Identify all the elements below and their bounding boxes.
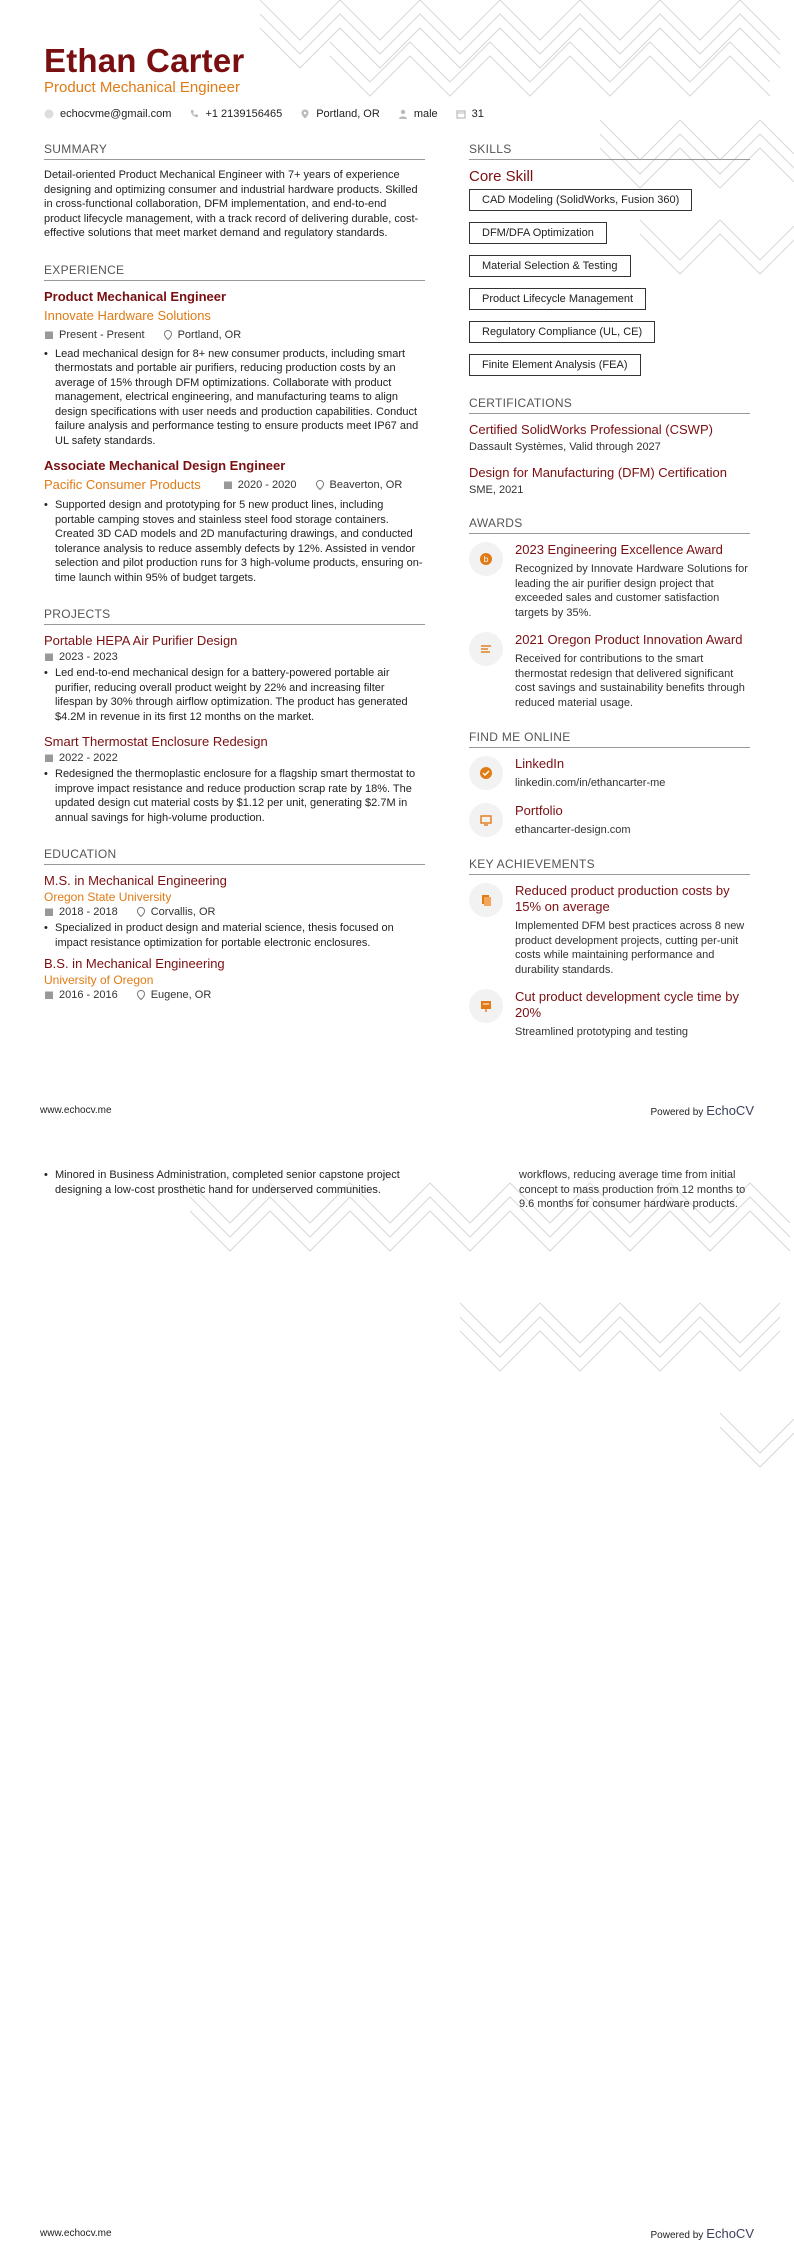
lines-icon [469, 632, 503, 666]
contact-row [44, 108, 484, 120]
project-meta [44, 752, 425, 764]
contact-email-value: echocvme@gmail.com [60, 108, 172, 120]
skill-tag: Product Lifecycle Management [469, 288, 646, 310]
education-dates: 2016 - 2016 [44, 989, 118, 1001]
project-meta [44, 651, 425, 663]
footer-powered: Powered by EchoCV [650, 1103, 754, 1118]
project-title: Smart Thermostat Enclosure Redesign [44, 734, 268, 749]
location-icon [300, 109, 310, 119]
contact-email[interactable] [44, 108, 171, 120]
online-item-linkedin[interactable] [469, 756, 750, 791]
job-dates: Present - Present [44, 329, 145, 341]
award-description: Recognized by Innovate Hardware Solutions for leading the air purifier design project that exceeded sales and customer satisfaction targets by 35%. [515, 563, 748, 619]
online-heading: FIND ME ONLINE [469, 730, 750, 748]
education-item [44, 873, 425, 950]
location-icon [136, 907, 146, 917]
contact-location [300, 108, 380, 120]
right-column-continued [519, 1168, 750, 1212]
job-bullet: • Lead mechanical design for 8+ new consumer products, including smart thermostats and portable air purifiers, reducing production costs by an average of 15% through DFM optimizations. Collaborate with product management, electrical engineering, and manufacturing teams to align design specifications with user needs and production capabilities. Conduct failure analysis and performance testing to ensure products meet IP67 and UL safety standards. [44, 347, 425, 449]
contact-location-value: Portland, OR [316, 108, 380, 120]
experience-item [44, 458, 425, 585]
certification-issuer: Dassault Systèmes, Valid through 2027 [469, 441, 661, 453]
job-location: Beaverton, OR [315, 479, 403, 491]
page-footer [40, 1103, 754, 1118]
education-dates: 2018 - 2018 [44, 906, 118, 918]
education-location: Corvallis, OR [136, 906, 216, 918]
calendar-icon [44, 753, 54, 763]
contact-phone[interactable] [189, 108, 282, 120]
education-meta [44, 989, 425, 1001]
experience-heading: EXPERIENCE [44, 263, 425, 281]
check-circle-icon [469, 756, 503, 790]
monitor-icon [469, 803, 503, 837]
candidate-role: Product Mechanical Engineer [44, 79, 240, 96]
svg-text:b: b [483, 555, 489, 564]
education-bullet: • Specialized in product design and material science, thesis focused on impact resistance optimization for portable electronic enclosures. [44, 921, 425, 950]
project-bullet: • Led end-to-end mechanical design for a battery-powered portable air purifier, reducing overall product weight by 22% and increasing filter lifespan by 30% through airflow optimization. The product has generated $4.2M in revenue in its first 12 months on the market. [44, 666, 425, 724]
online-item-portfolio[interactable] [469, 803, 750, 838]
footer-brand[interactable]: EchoCV [706, 2226, 754, 2241]
awards-heading: AWARDS [469, 516, 750, 534]
skill-tag: DFM/DFA Optimization [469, 222, 607, 244]
location-icon [315, 480, 325, 490]
skill-tags [469, 189, 750, 396]
footer-site[interactable]: www.echocv.me [40, 2228, 112, 2239]
calendar-icon [456, 109, 466, 119]
certification-name: Certified SolidWorks Professional (CSWP) [469, 422, 713, 437]
location-icon [136, 990, 146, 1000]
project-item [44, 734, 425, 825]
contact-gender [398, 108, 438, 120]
skills-group-title: Core Skill [469, 168, 534, 185]
award-item [469, 632, 750, 710]
contact-phone-value: +1 2139156465 [205, 108, 283, 120]
phone-icon [189, 109, 199, 119]
project-dates: 2023 - 2023 [44, 651, 118, 663]
online-title: Portfolio [515, 802, 563, 818]
education-school: Oregon State University [44, 890, 172, 904]
skill-tag: CAD Modeling (SolidWorks, Fusion 360) [469, 189, 692, 211]
page-footer [40, 2226, 754, 2241]
project-title: Portable HEPA Air Purifier Design [44, 633, 238, 648]
skill-tag: Material Selection & Testing [469, 255, 631, 277]
job-meta [44, 329, 425, 341]
resume-page-2 [0, 1123, 794, 2246]
job-title: Associate Mechanical Design Engineer [44, 458, 286, 473]
projects-heading: PROJECTS [44, 607, 425, 625]
summary-text: Detail-oriented Product Mechanical Engineer with 7+ years of experience designing and optimizing consumer and industrial hardware products. Skilled in cross-functional collaboration, DFM implementation, and end-to-end product lifecycle management, with a track record of delivering durable, cost-effective solutions that meet market demand and regulatory standards. [44, 169, 419, 239]
achievement-description: Streamlined prototyping and testing [515, 1026, 689, 1038]
left-column [44, 142, 425, 1007]
job-location: Portland, OR [163, 329, 242, 341]
documents-icon [469, 883, 503, 917]
award-title: 2021 Oregon Product Innovation Award [515, 632, 743, 647]
footer-powered: Powered by EchoCV [650, 2226, 754, 2241]
education-item [44, 956, 425, 1001]
award-description: Received for contributions to the smart thermostat redesign that delivered significant cost savings and sustainability benefits through reduced material usage. [515, 653, 745, 709]
project-dates: 2022 - 2022 [44, 752, 118, 764]
job-company: Pacific Consumer Products [44, 477, 201, 492]
job-company: Innovate Hardware Solutions [44, 307, 211, 323]
location-icon [163, 330, 173, 340]
achievements-heading: KEY ACHIEVEMENTS [469, 857, 750, 875]
online-link[interactable]: ethancarter-design.com [515, 823, 631, 836]
achievement-description: Implemented DFM best practices across 8 new product development projects, cutting per-unit costs while maintaining performance and durability standards. [515, 920, 745, 976]
job-meta [223, 479, 402, 491]
footer-site[interactable]: www.echocv.me [40, 1105, 112, 1116]
award-title: 2023 Engineering Excellence Award [515, 542, 723, 557]
candidate-name: Ethan Carter [44, 42, 245, 79]
left-column-continued [44, 1168, 425, 1207]
presentation-icon [469, 989, 503, 1023]
job-dates: 2020 - 2020 [223, 479, 297, 491]
experience-item [44, 289, 425, 449]
skills-heading: SKILLS [469, 142, 750, 160]
person-icon [398, 109, 408, 119]
certification-name: Design for Manufacturing (DFM) Certification [469, 465, 727, 480]
footer-brand[interactable]: EchoCV [706, 1103, 754, 1118]
education-heading: EDUCATION [44, 847, 425, 865]
skill-tag: Finite Element Analysis (FEA) [469, 354, 641, 376]
education-bullet: • Minored in Business Administration, completed senior capstone project designing a low-cost prosthetic hand for underserved communities. [44, 1168, 425, 1197]
education-location: Eugene, OR [136, 989, 212, 1001]
award-badge-icon [469, 542, 503, 576]
online-link[interactable]: linkedin.com/in/ethancarter-me [515, 777, 666, 789]
job-title: Product Mechanical Engineer [44, 288, 227, 304]
mail-icon [44, 109, 54, 119]
project-item [44, 633, 425, 724]
certifications-heading: CERTIFICATIONS [469, 396, 750, 414]
calendar-icon [223, 480, 233, 490]
achievement-item [469, 883, 750, 977]
certification-issuer: SME, 2021 [469, 484, 524, 496]
education-degree: M.S. in Mechanical Engineering [44, 873, 227, 888]
project-bullet: • Redesigned the thermoplastic enclosure for a flagship smart thermostat to improve impact resistance and reduce production scrap rate by 18%. The updated design cut material costs by $1.12 per unit, generating $2.7M in annual savings for high-volume production. [44, 767, 425, 825]
contact-gender-value: male [413, 108, 438, 120]
online-title: LinkedIn [515, 756, 565, 771]
calendar-icon [44, 907, 54, 917]
summary-heading: SUMMARY [44, 142, 425, 160]
education-degree: B.S. in Mechanical Engineering [44, 956, 225, 971]
award-item [469, 542, 750, 620]
achievement-item [469, 989, 750, 1040]
right-column [469, 142, 750, 1052]
calendar-icon [44, 990, 54, 1000]
education-school: University of Oregon [44, 973, 154, 987]
calendar-icon [44, 330, 54, 340]
background-chevron-pattern [0, 1123, 794, 2246]
job-bullet: • Supported design and prototyping for 5 new product lines, including portable camping stoves and stainless steel food storage containers. Created 3D CAD models and 2D manufacturing drawings, and conducted tolerance analysis to reduce assembly defects by 12%. Assisted in vendor selection and pilot production runs for 3 high-volume products, ensuring on-time launch within 95% of budget targets. [44, 498, 425, 585]
calendar-icon [44, 652, 54, 662]
job-company-row [44, 477, 425, 492]
achievement-title: Reduced product production costs by 15% on average [515, 883, 730, 914]
skill-tag: Regulatory Compliance (UL, CE) [469, 321, 655, 343]
contact-age-value: 31 [471, 108, 484, 120]
contact-age [456, 108, 484, 120]
achievement-title: Cut product development cycle time by 20% [515, 989, 739, 1020]
education-meta [44, 906, 425, 918]
achievement-description: workflows, reducing average time from initial concept to mass production from 12 months to 9.6 months for consumer hardware products. [519, 1169, 746, 1210]
